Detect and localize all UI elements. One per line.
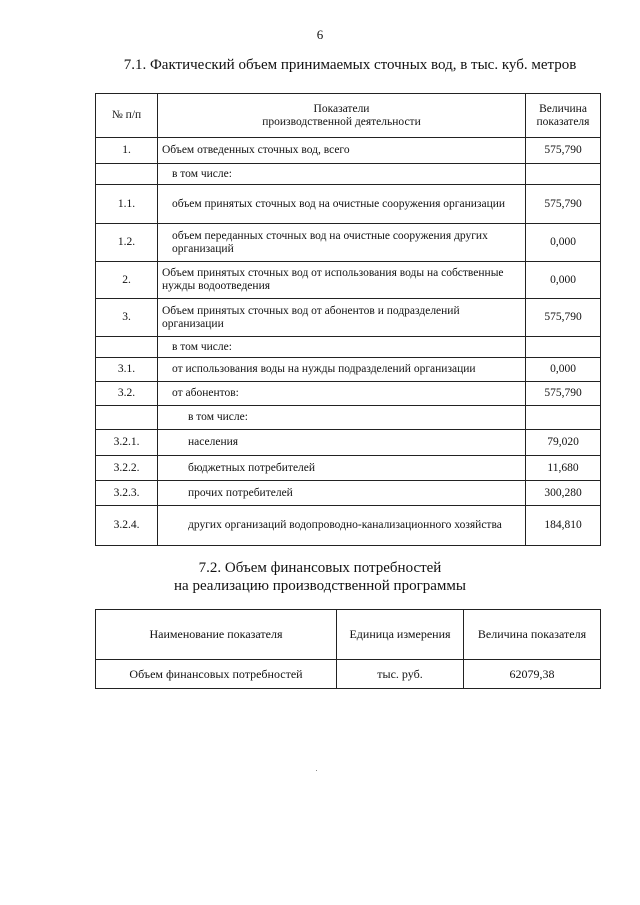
financial-needs-table — [95, 609, 601, 689]
table-header-row — [96, 610, 601, 660]
table-row — [96, 430, 601, 456]
section-7-1-title: 7.1. Фактический объем принимаемых сточных вод, в тыс. куб. метров — [123, 57, 577, 73]
header-indicators-line2: производственной деятельности — [262, 115, 421, 128]
row-value: 575,790 — [526, 138, 601, 164]
header-number: № п/п — [96, 94, 158, 138]
row-value: 0,000 — [526, 224, 601, 262]
table-row — [96, 506, 601, 546]
table-row — [96, 481, 601, 506]
row-value: 575,790 — [526, 299, 601, 337]
table-row — [96, 299, 601, 337]
row-number: 3.2.3. — [96, 481, 158, 506]
row-unit: тыс. руб. — [337, 660, 464, 689]
row-label: Объем принятых сточных вод от абонентов и подразделений организации — [158, 299, 526, 337]
row-label: от абонентов: — [158, 382, 526, 406]
row-number — [96, 164, 158, 185]
row-number: 3. — [96, 299, 158, 337]
table-row — [96, 164, 601, 185]
header-indicator-name: Наименование показателя — [96, 610, 337, 660]
table-row — [96, 337, 601, 358]
row-value: 0,000 — [526, 358, 601, 382]
scan-speck — [316, 770, 317, 771]
row-number: 1.2. — [96, 224, 158, 262]
header-unit: Единица измерения — [337, 610, 464, 660]
table-header-row — [96, 94, 601, 138]
row-label: населения — [158, 430, 526, 456]
row-value: 0,000 — [526, 262, 601, 299]
row-value: 11,680 — [526, 456, 601, 481]
row-value: 575,790 — [526, 185, 601, 224]
row-label: прочих потребителей — [158, 481, 526, 506]
table-row — [96, 185, 601, 224]
row-number: 3.2. — [96, 382, 158, 406]
header-indicator-value: Величина показателя — [464, 610, 601, 660]
wastewater-volume-table — [95, 93, 601, 546]
row-label: объем принятых сточных вод на очистные сооружения организации — [158, 185, 526, 224]
row-number: 3.2.1. — [96, 430, 158, 456]
row-value: 300,280 — [526, 481, 601, 506]
row-value: 79,020 — [526, 430, 601, 456]
page-number: 6 — [316, 27, 324, 42]
header-indicators — [158, 94, 526, 138]
row-number: 3.2.4. — [96, 506, 158, 546]
row-label: объем переданных сточных вод на очистные сооружения других организаций — [158, 224, 526, 262]
row-label: бюджетных потребителей — [158, 456, 526, 481]
section-7-2-title-line1: 7.2. Объем финансовых потребностей — [198, 560, 442, 576]
row-value: 62079,38 — [464, 660, 601, 689]
table-row — [96, 358, 601, 382]
row-label: других организаций водопроводно-канализационного хозяйства — [158, 506, 526, 546]
section-7-2-title — [0, 559, 640, 595]
table-row — [96, 406, 601, 430]
row-value: 184,810 — [526, 506, 601, 546]
row-number — [96, 337, 158, 358]
row-number: 2. — [96, 262, 158, 299]
table-row — [96, 262, 601, 299]
row-label: в том числе: — [158, 337, 526, 358]
row-number: 1. — [96, 138, 158, 164]
row-value: 575,790 — [526, 382, 601, 406]
row-label: в том числе: — [158, 164, 526, 185]
row-number: 1.1. — [96, 185, 158, 224]
table-row — [96, 660, 601, 689]
header-indicators-line1: Показатели — [313, 102, 370, 115]
table-row — [96, 138, 601, 164]
row-number: 3.1. — [96, 358, 158, 382]
row-label: Объем принятых сточных вод от использования воды на собственные нужды водоотведения — [158, 262, 526, 299]
row-number — [96, 406, 158, 430]
row-number: 3.2.2. — [96, 456, 158, 481]
row-value — [526, 164, 601, 185]
row-label: в том числе: — [158, 406, 526, 430]
header-value-line1: Величина — [539, 102, 587, 115]
table-row — [96, 382, 601, 406]
table-row — [96, 456, 601, 481]
table-row — [96, 224, 601, 262]
row-name: Объем финансовых потребностей — [96, 660, 337, 689]
section-7-2-title-line2: на реализацию производственной программы — [174, 578, 466, 594]
header-value-line2: показателя — [536, 115, 590, 128]
row-value — [526, 406, 601, 430]
header-value — [526, 94, 601, 138]
row-label: Объем отведенных сточных вод, всего — [158, 138, 526, 164]
row-label: от использования воды на нужды подразделений организации — [158, 358, 526, 382]
row-value — [526, 337, 601, 358]
